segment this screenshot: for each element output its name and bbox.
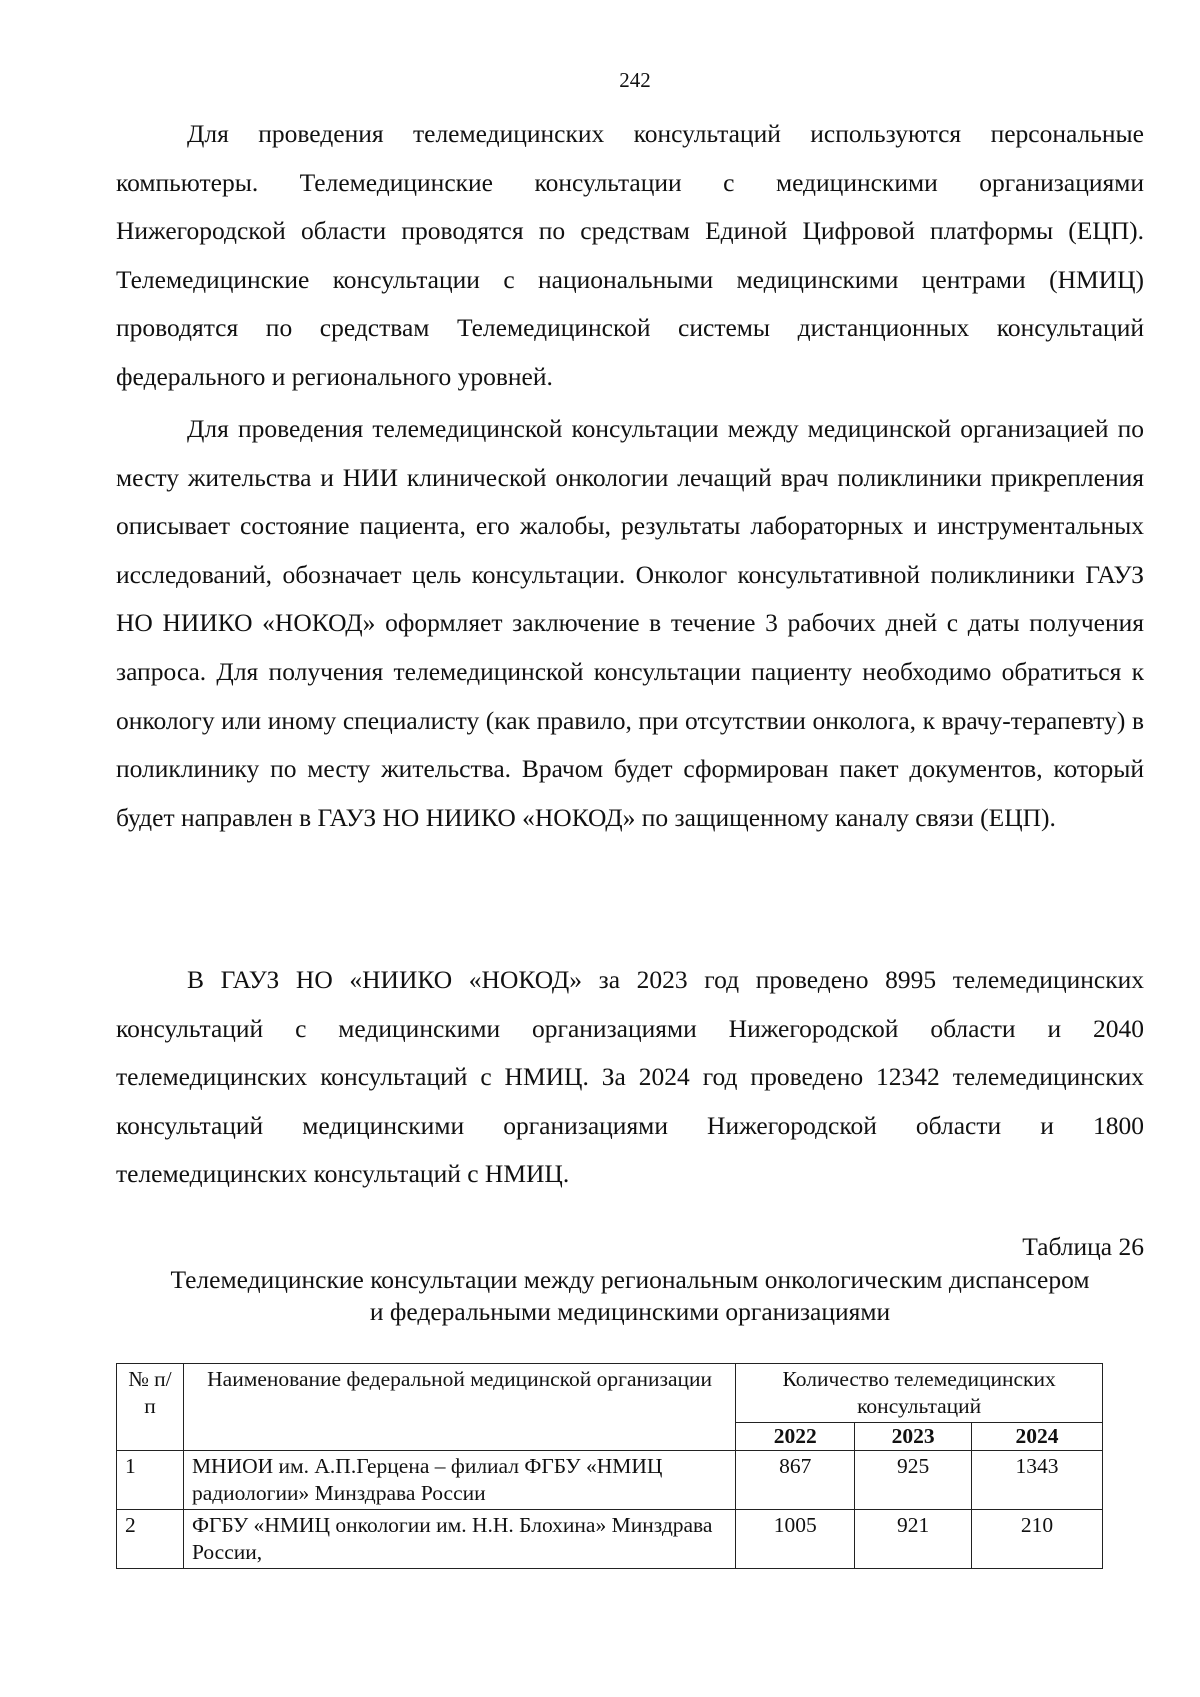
header-consultation-count: Количество телемедицинских консультаций xyxy=(736,1364,1103,1423)
table-header-row xyxy=(117,1364,1103,1423)
row-value-2022: 867 xyxy=(736,1451,855,1510)
row-organization-name: МНИОИ им. А.П.Герцена – филиал ФГБУ «НМИЦ радиологии» Минздрава России xyxy=(183,1451,735,1510)
header-year-2024: 2024 xyxy=(972,1423,1103,1451)
row-organization-name: ФГБУ «НМИЦ онкологии им. Н.Н. Блохина» Минздрава России, xyxy=(183,1510,735,1569)
paragraph-text: Для проведения телемедицинской консультации между медицинской организацией по месту жительства и НИИ клинической онкологии лечащий врач поликлиники прикрепления описывает состояние пациента, его жалобы, результаты лабораторных и инструментальных исследований, обозначает цель консультации. Онколог консультативной поликлиники ГАУЗ НО НИИКО «НОКОД» оформляет заключение в течение 3 рабочих дней с даты получения запроса. Для получения телемедицинской консультации пациенту необходимо обратиться к онкологу или иному специалисту (как правило, при отсутствии онколога, к врачу-терапевту) в поликлинику по месту жительства. Врачом будет сформирован пакет документов, который будет направлен в ГАУЗ НО НИИКО «НОКОД» по защищенному каналу связи (ЕЦП). xyxy=(116,414,1144,832)
page-number: 242 xyxy=(619,68,651,92)
paragraph-telemedicine-equipment xyxy=(116,110,1144,402)
table-label: Таблица 26 xyxy=(1022,1232,1144,1261)
table-row xyxy=(117,1510,1103,1569)
table-title-line: Телемедицинские консультации между региональным онкологическим диспансером xyxy=(170,1265,1090,1294)
table-title xyxy=(116,1264,1144,1328)
table-row xyxy=(117,1451,1103,1510)
row-value-2023: 921 xyxy=(855,1510,972,1569)
header-index: № п/п xyxy=(117,1364,184,1451)
row-value-2024: 210 xyxy=(972,1510,1103,1569)
consultations-table xyxy=(116,1363,1103,1569)
row-index: 1 xyxy=(117,1451,184,1510)
header-year-2022: 2022 xyxy=(736,1423,855,1451)
paragraph-text: В ГАУЗ НО «НИИКО «НОКОД» за 2023 год проведено 8995 телемедицинских консультаций с медицинскими организациями Нижегородской области и 2040 телемедицинских консультаций с НМИЦ. За 2024 год проведено 12342 телемедицинских консультаций медицинскими организациями Нижегородской области и 1800 телемедицинских консультаций с НМИЦ. xyxy=(116,965,1144,1189)
row-value-2022: 1005 xyxy=(736,1510,855,1569)
header-year-2023: 2023 xyxy=(855,1423,972,1451)
row-index: 2 xyxy=(117,1510,184,1569)
row-value-2024: 1343 xyxy=(972,1451,1103,1510)
row-value-2023: 925 xyxy=(855,1451,972,1510)
paragraph-text: Для проведения телемедицинских консультаций используются персональные компьютеры. Телемедицинские консультации с медицинскими организациями Нижегородской области проводятся по средствам Единой Цифровой платформы (ЕЦП). Телемедицинские консультации с национальными медицинскими центрами (НМИЦ) проводятся по средствам Телемедицинской системы дистанционных консультаций федерального и регионального уровней. xyxy=(116,119,1144,391)
header-organization-name: Наименование федеральной медицинской организации xyxy=(183,1364,735,1451)
table-title-line: и федеральными медицинскими организациями xyxy=(369,1297,891,1326)
paragraph-consultation-procedure xyxy=(116,405,1144,842)
paragraph-consultation-statistics xyxy=(116,956,1144,1199)
